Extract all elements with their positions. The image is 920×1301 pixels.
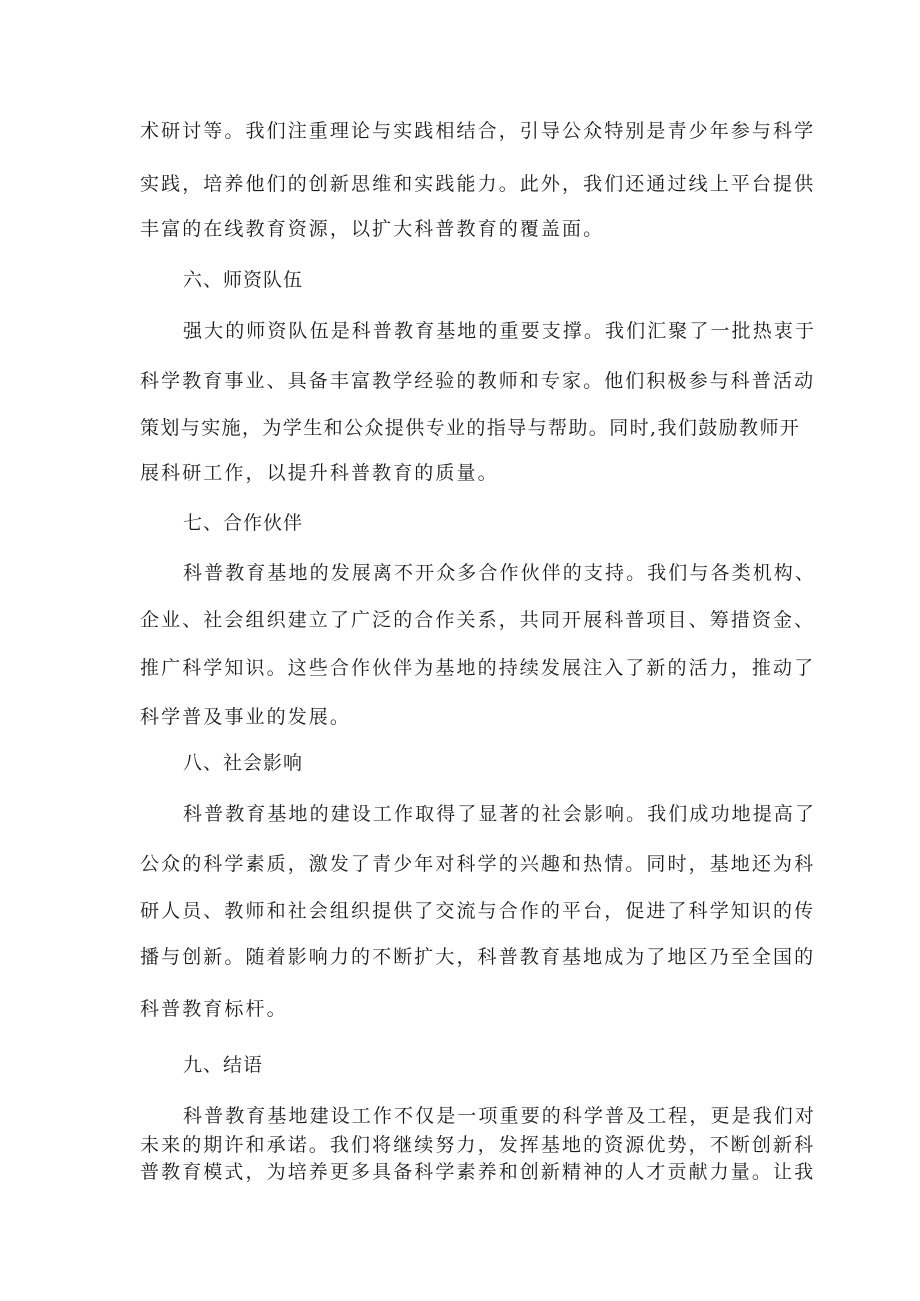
paragraph-line: 科普教育基地建设工作不仅是一项重要的科学普及工程，更是我们对 xyxy=(183,1105,817,1127)
paragraph-line: 术研讨等。我们注重理论与实践相结合，引导公众特别是青少年参与科学 xyxy=(140,120,816,142)
paragraph-line: 推广科学知识。这些合作伙伴为基地的持续发展注入了新的活力，推动了 xyxy=(140,657,816,679)
paragraph-line: 强大的师资队伍是科普教育基地的重要支撑。我们汇聚了一批热衷于 xyxy=(183,320,817,342)
paragraph-line: 企业、社会组织建立了广泛的合作关系，共同开展科普项目、筹措资金、 xyxy=(140,609,816,631)
paragraph-line: 科学教育事业、具备丰富教学经验的教师和专家。他们积极参与科普活动 xyxy=(140,370,816,392)
paragraph-line: 普教育模式，为培养更多具备科学素养和创新精神的人才贡献力量。让我 xyxy=(140,1161,816,1183)
section-heading: 九、结语 xyxy=(183,1054,264,1076)
paragraph-line: 播与创新。随着影响力的不断扩大，科普教育基地成为了地区乃至全国的 xyxy=(140,946,816,968)
section-heading: 六、师资队伍 xyxy=(183,269,304,291)
paragraph-line: 研人员、教师和社会组织提供了交流与合作的平台，促进了科学知识的传 xyxy=(140,900,816,922)
paragraph-line: 实践，培养他们的创新思维和实践能力。此外，我们还通过线上平台提供 xyxy=(140,173,816,195)
paragraph-line: 策划与实施，为学生和公众提供专业的指导与帮助。同时,我们鼓励教师开 xyxy=(140,417,801,439)
paragraph-line: 科普教育标杆。 xyxy=(140,998,288,1020)
section-heading: 八、社会影响 xyxy=(183,752,304,774)
paragraph-line: 未来的期许和承诺。我们将继续努力，发挥基地的资源优势，不断创新科 xyxy=(140,1134,816,1156)
paragraph-line: 科普教育基地的建设工作取得了显著的社会影响。我们成功地提高了 xyxy=(183,803,817,825)
paragraph-line: 科普教育基地的发展离不开众多合作伙伴的支持。我们与各类机构、 xyxy=(183,562,817,584)
paragraph-line: 展科研工作，以提升科普教育的质量。 xyxy=(140,462,499,484)
paragraph-line: 公众的科学素质，激发了青少年对科学的兴趣和热情。同时，基地还为科 xyxy=(140,853,816,875)
section-heading: 七、合作伙伴 xyxy=(183,512,304,534)
paragraph-line: 丰富的在线教育资源，以扩大科普教育的覆盖面。 xyxy=(140,218,605,240)
paragraph-line: 科学普及事业的发展。 xyxy=(140,706,352,728)
